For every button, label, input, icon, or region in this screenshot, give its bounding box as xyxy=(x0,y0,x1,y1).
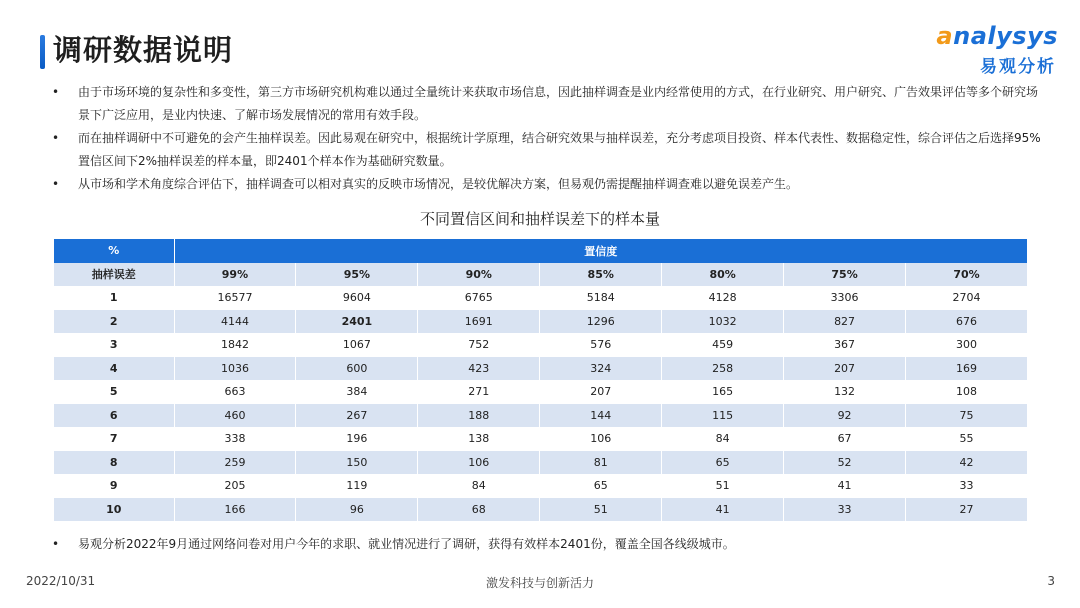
table-cell: 84 xyxy=(662,427,784,451)
row-error-cell: 3 xyxy=(54,333,174,357)
table-header-row xyxy=(54,263,1028,287)
table-body xyxy=(54,286,1028,521)
table-cell: 108 xyxy=(906,380,1028,404)
page-title: 调研数据说明 xyxy=(53,33,234,67)
survey-note xyxy=(52,533,1042,555)
table-cell: 423 xyxy=(418,357,540,381)
table-row xyxy=(54,451,1028,475)
table-cell: 1691 xyxy=(418,310,540,334)
table-cell: 75 xyxy=(906,404,1028,428)
table-cell: 2704 xyxy=(906,286,1028,310)
table-cell: 68 xyxy=(418,498,540,522)
table-cell: 752 xyxy=(418,333,540,357)
table-cell: 258 xyxy=(662,357,784,381)
table-cell: 300 xyxy=(906,333,1028,357)
table-cell: 16577 xyxy=(174,286,296,310)
table-cell: 65 xyxy=(540,474,662,498)
table-cell: 106 xyxy=(418,451,540,475)
table-cell: 84 xyxy=(418,474,540,498)
sample-size-table xyxy=(54,239,1028,521)
table-cell: 115 xyxy=(662,404,784,428)
row-error-cell: 10 xyxy=(54,498,174,522)
bullet-item: • 由于市场环境的复杂性和多变性，第三方市场研究机构难以通过全量统计来获取市场信息，因此抽样调查是业内经常使用的方式，在行业研究、用户研究、广告效果评估等多个研究场景下广泛应用，是业内快速、了解市场发展情况的常用有效手段。 xyxy=(52,81,1042,127)
table-cell: 150 xyxy=(296,451,418,475)
page-number: 3 xyxy=(1047,574,1055,588)
table-cell: 205 xyxy=(174,474,296,498)
table-cell: 267 xyxy=(296,404,418,428)
table-cell: 9604 xyxy=(296,286,418,310)
table-cell: 676 xyxy=(906,310,1028,334)
note-item: • 易观分析2022年9月通过网络问卷对用户今年的求职、就业情况进行了调研，获得有效样本2401份，覆盖全国各线级城市。 xyxy=(52,533,1042,555)
table-cell: 132 xyxy=(784,380,906,404)
table-cell: 5184 xyxy=(540,286,662,310)
column-header: 85% xyxy=(540,263,662,287)
table-row xyxy=(54,404,1028,428)
table-row xyxy=(54,380,1028,404)
table-row xyxy=(54,427,1028,451)
table-cell: 2401 xyxy=(296,310,418,334)
confidence-group-header: 置信度 xyxy=(174,239,1028,263)
row-error-cell: 6 xyxy=(54,404,174,428)
error-column-header: 抽样误差 xyxy=(54,263,174,287)
table-cell: 96 xyxy=(296,498,418,522)
column-header: 80% xyxy=(662,263,784,287)
table-cell: 207 xyxy=(540,380,662,404)
table-cell: 600 xyxy=(296,357,418,381)
table-cell: 1842 xyxy=(174,333,296,357)
table-cell: 51 xyxy=(540,498,662,522)
table-cell: 42 xyxy=(906,451,1028,475)
table-cell: 33 xyxy=(906,474,1028,498)
table-cell: 1036 xyxy=(174,357,296,381)
table-row xyxy=(54,286,1028,310)
column-header: 99% xyxy=(174,263,296,287)
table-cell: 384 xyxy=(296,380,418,404)
table-cell: 169 xyxy=(906,357,1028,381)
table-cell: 27 xyxy=(906,498,1028,522)
row-error-cell: 9 xyxy=(54,474,174,498)
table-cell: 92 xyxy=(784,404,906,428)
table-header-group-row xyxy=(54,239,1028,263)
table-cell: 119 xyxy=(296,474,418,498)
table-cell: 144 xyxy=(540,404,662,428)
table-row xyxy=(54,310,1028,334)
table-cell: 324 xyxy=(540,357,662,381)
table-cell: 67 xyxy=(784,427,906,451)
table-cell: 196 xyxy=(296,427,418,451)
logo-text-cn: 易观分析 xyxy=(980,57,1056,77)
logo-text-en: analysys xyxy=(936,22,1058,50)
column-header: 70% xyxy=(906,263,1028,287)
table-cell: 166 xyxy=(174,498,296,522)
table-cell: 367 xyxy=(784,333,906,357)
bullet-item: • 从市场和学术角度综合评估下，抽样调查可以相对真实的反映市场情况，是较优解决方案，但易观仍需提醒抽样调查难以避免误差产生。 xyxy=(52,173,1042,196)
row-error-cell: 5 xyxy=(54,380,174,404)
table-cell: 6765 xyxy=(418,286,540,310)
table-cell: 106 xyxy=(540,427,662,451)
row-error-cell: 2 xyxy=(54,310,174,334)
intro-bullets xyxy=(52,81,1042,196)
table-cell: 41 xyxy=(784,474,906,498)
table-cell: 338 xyxy=(174,427,296,451)
table-cell: 188 xyxy=(418,404,540,428)
table-row xyxy=(54,498,1028,522)
table-cell: 460 xyxy=(174,404,296,428)
column-header: 75% xyxy=(784,263,906,287)
table-row xyxy=(54,333,1028,357)
column-header: 90% xyxy=(418,263,540,287)
table-row xyxy=(54,474,1028,498)
table-cell: 4128 xyxy=(662,286,784,310)
title-accent-bar xyxy=(40,35,45,69)
table-cell: 51 xyxy=(662,474,784,498)
table-cell: 165 xyxy=(662,380,784,404)
row-error-cell: 1 xyxy=(54,286,174,310)
footer-slogan: 激发科技与创新活力 xyxy=(485,576,594,590)
table-cell: 3306 xyxy=(784,286,906,310)
row-error-cell: 4 xyxy=(54,357,174,381)
table-title: 不同置信区间和抽样误差下的样本量 xyxy=(419,210,660,228)
table-cell: 1032 xyxy=(662,310,784,334)
row-error-cell: 8 xyxy=(54,451,174,475)
corner-header: % xyxy=(54,239,174,263)
table-cell: 827 xyxy=(784,310,906,334)
table-cell: 259 xyxy=(174,451,296,475)
table-cell: 207 xyxy=(784,357,906,381)
row-error-cell: 7 xyxy=(54,427,174,451)
table-cell: 576 xyxy=(540,333,662,357)
column-header: 95% xyxy=(296,263,418,287)
table-cell: 138 xyxy=(418,427,540,451)
table-row xyxy=(54,357,1028,381)
table-cell: 4144 xyxy=(174,310,296,334)
table-cell: 55 xyxy=(906,427,1028,451)
table-cell: 65 xyxy=(662,451,784,475)
footer-date: 2022/10/31 xyxy=(26,574,96,588)
bullet-item: • 而在抽样调研中不可避免的会产生抽样误差。因此易观在研究中，根据统计学原理，结合研究效果与抽样误差，充分考虑项目投资、样本代表性、数据稳定性，综合评估之后选择95%置信区间下2%抽样误差的样本量，即2401个样本作为基础研究数量。 xyxy=(52,127,1042,173)
table-cell: 81 xyxy=(540,451,662,475)
table-cell: 1296 xyxy=(540,310,662,334)
table-cell: 271 xyxy=(418,380,540,404)
table-cell: 1067 xyxy=(296,333,418,357)
table-cell: 41 xyxy=(662,498,784,522)
table-cell: 459 xyxy=(662,333,784,357)
table-cell: 663 xyxy=(174,380,296,404)
table-cell: 33 xyxy=(784,498,906,522)
table-cell: 52 xyxy=(784,451,906,475)
logo xyxy=(936,22,1058,78)
